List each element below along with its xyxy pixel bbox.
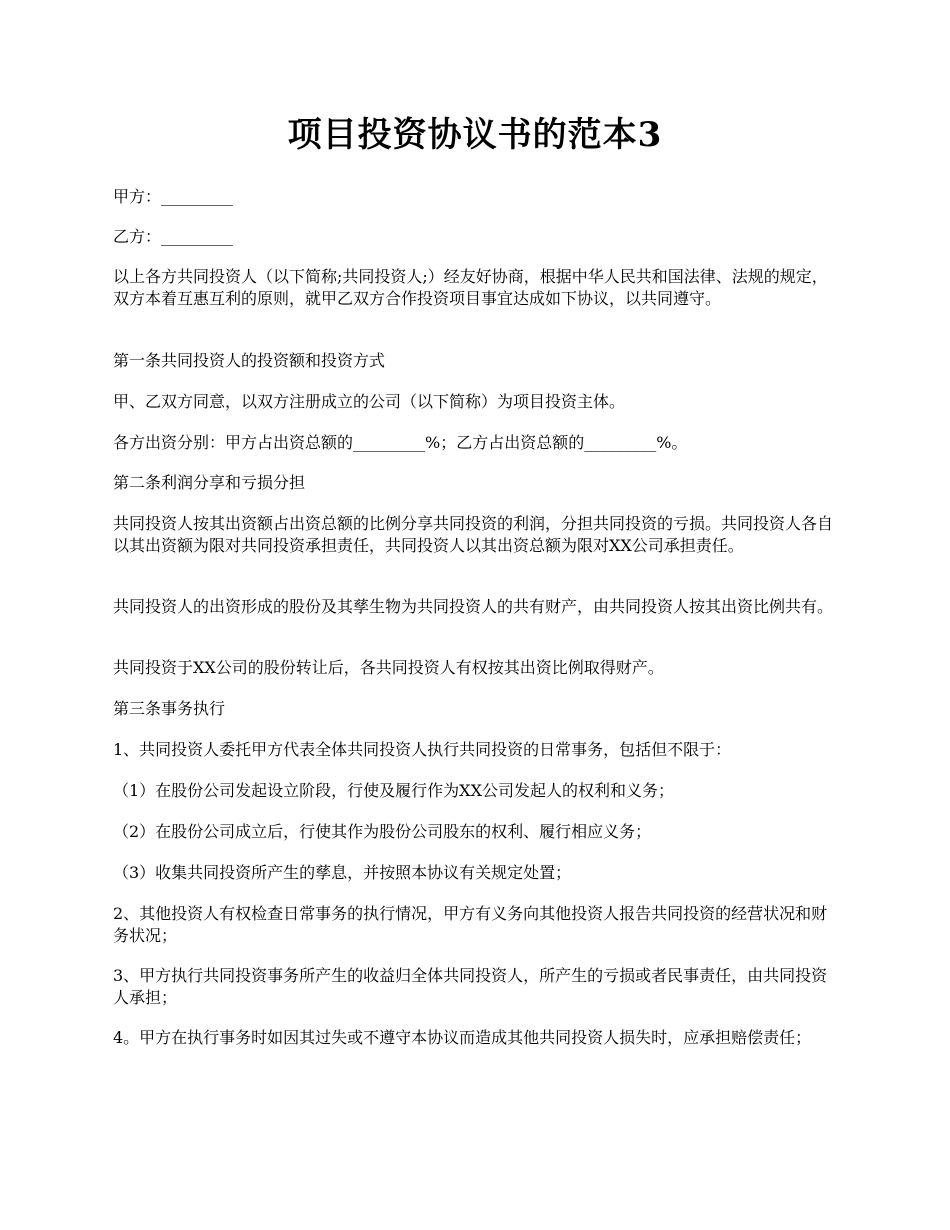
- paragraph-capital-contribution: 各方出资分别：甲方占出资总额的_________%；乙方占出资总额的_________%。: [113, 433, 688, 452]
- article-2-heading: 第二条利润分享和亏损分担: [113, 473, 306, 492]
- clause-3: 3、甲方执行共同投资事务所产生的收益归全体共同投资人，所产生的亏损或者民事责任，由共同投资人承担；: [113, 966, 828, 1007]
- preamble-paragraph: 以上各方共同投资人（以下简称;共同投资人;）经友好协商，根据中华人民共和国法律、法规的规定，双方本着互惠互利的原则，就甲乙双方合作投资项目事宜达成如下协议，以共同遵守。: [113, 267, 828, 308]
- paragraph-investment-subject: 甲、乙双方同意，以双方注册成立的公司（以下简称）为项目投资主体。: [113, 392, 626, 411]
- paragraph-share-transfer: 共同投资于XX公司的股份转让后，各共同投资人有权按其出资比例取得财产。: [113, 658, 664, 677]
- article-1-heading: 第一条共同投资人的投资额和投资方式: [113, 351, 386, 370]
- page-title: 项目投资协议书的范本3: [287, 115, 663, 155]
- clause-1: 1、共同投资人委托甲方代表全体共同投资人执行共同投资的日常事务，包括但不限于：: [113, 740, 732, 759]
- party-a-line: 甲方：_________: [113, 187, 234, 206]
- clause-1-item-2: （2）在股份公司成立后，行使其作为股份公司股东的权利、履行相应义务；: [113, 822, 652, 841]
- clause-1-item-1: （1）在股份公司发起设立阶段，行使及履行作为XX公司发起人的权利和义务；: [113, 781, 674, 800]
- clause-2: 2、其他投资人有权检查日常事务的执行情况，甲方有义务向其他投资人报告共同投资的经营状况和财务状况；: [113, 904, 828, 945]
- party-b-line: 乙方：_________: [113, 227, 234, 246]
- paragraph-profit-sharing: 共同投资人按其出资额占出资总额的比例分享共同投资的利润，分担共同投资的亏损。共同投资人各自以其出资额为限对共同投资承担责任，共同投资人以其出资总额为限对XX公司承担责任。: [113, 514, 834, 555]
- paragraph-common-property: 共同投资人的出资形成的股份及其孳生物为共同投资人的共有财产，由共同投资人按其出资比例共有。: [113, 597, 834, 616]
- article-3-heading: 第三条事务执行: [113, 699, 226, 718]
- clause-1-item-3: （3）收集共同投资所产生的孳息，并按照本协议有关规定处置；: [113, 863, 572, 882]
- clause-4: 4。甲方在执行事务时如因其过失或不遵守本协议而造成其他共同投资人损失时，应承担赔偿责任；: [113, 1028, 812, 1047]
